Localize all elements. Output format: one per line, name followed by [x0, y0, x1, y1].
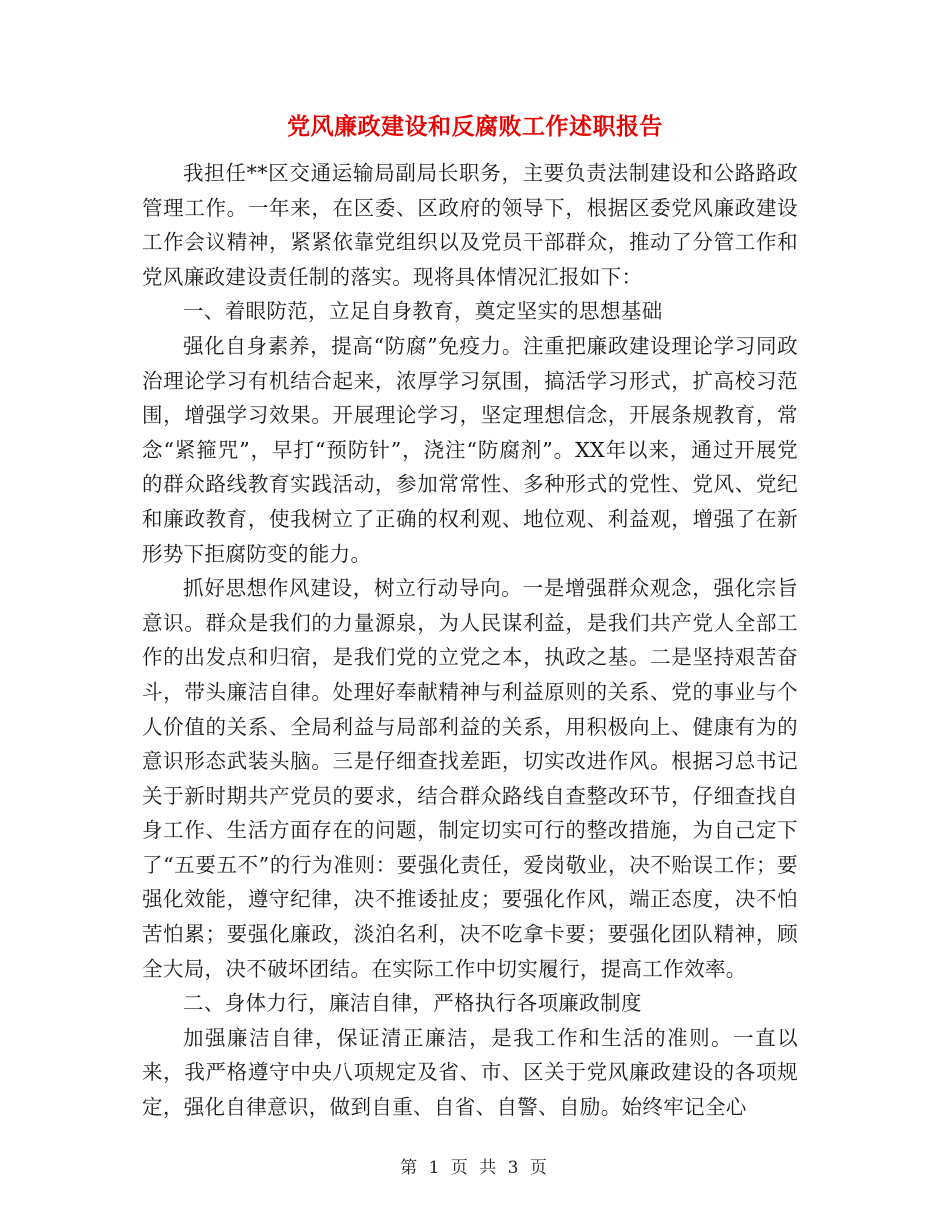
paragraph-intro: 我担任**区交通运输局副局长职务，主要负责法制建设和公路路政管理工作。一年来，在区委、区政府的领导下，根据区委党风廉政建设工作会议精神，紧紧依靠党组织以及党员干部群众，推动了分管工作和党风廉政建设责任制的落实。现将具体情况汇报如下： — [142, 161, 798, 289]
section-heading-2: 二、身体力行，廉洁自律，严格执行各项廉政制度 — [183, 991, 642, 1016]
paragraph-work-style: 抓好思想作风建设，树立行动导向。一是增强群众观念，强化宗旨意识。群众是我们的力量源泉，为人民谋利益，是我们共产党人全部工作的出发点和归宿，是我们党的立党之本，执政之基。二是坚持艰苦奋斗，带头廉洁自律。处理好奉献精神与利益原则的关系、党的事业与个人价值的关系、全局利益与局部利益的关系，用积极向上、健康有为的意识形态武装头脑。三是仔细查找差距，切实改进作风。根据习总书记关于新时期共产党员的要求，结合群众路线自查整改环节，仔细查找自身工作、生活方面存在的问题，制定切实可行的整改措施，为自己定下了“五要五不”的行为准则：要强化责任，爱岗敬业，决不贻误工作；要强化效能，遵守纪律，决不推诿扯皮；要强化作风，端正态度，决不怕苦怕累；要强化廉政，淡泊名利，决不吃拿卡要；要强化团队精神，顾全大局，决不破坏团结。在实际工作中切实履行，提高工作效率。 — [142, 576, 798, 981]
document-title: 党风廉政建设和反腐败工作述职报告 — [287, 114, 663, 140]
page-footer: 第 1 页 共 3 页 — [400, 1158, 550, 1178]
section-heading-1: 一、着眼防范，立足自身教育，奠定坚实的思想基础 — [183, 299, 663, 324]
document-body — [142, 156, 798, 1125]
paragraph-self-education: 强化自身素养，提高“防腐”免疫力。注重把廉政建设理论学习同政治理论学习有机结合起来，浓厚学习氛围，搞活学习形式，扩高校习范围，增强学习效果。开展理论学习，坚定理想信念，开展条规教育，常念“紧箍咒”，早打“预防针”，浇注“防腐剂”。XX年以来，通过开展党的群众路线教育实践活动，参加常常性、多种形式的党性、党风、党纪和廉政教育，使我树立了正确的权利观、地位观、利益观，增强了在新形势下拒腐防变的能力。 — [142, 333, 798, 566]
paragraph-self-discipline: 加强廉洁自律，保证清正廉洁，是我工作和生活的准则。一直以来，我严格遵守中央八项规定及省、市、区关于党风廉政建设的各项规定，强化自律意识，做到自重、自省、自警、自励。始终牢记全心 — [142, 1025, 798, 1120]
